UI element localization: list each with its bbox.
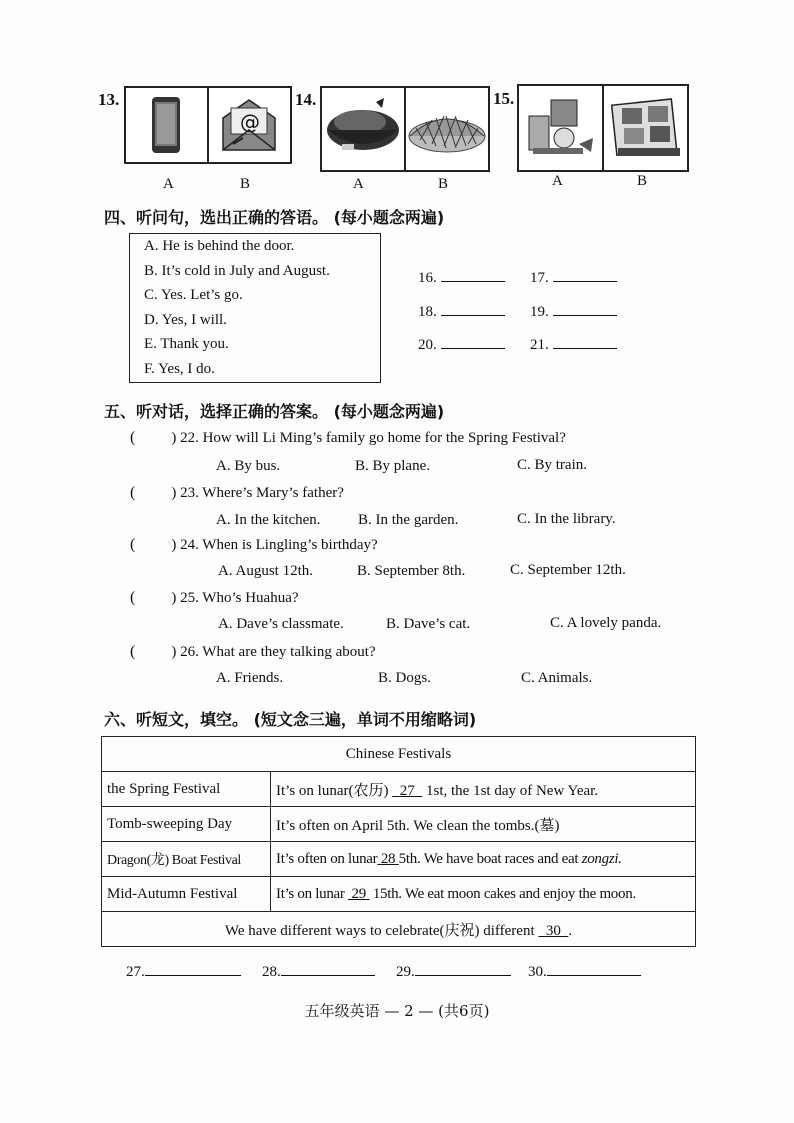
option-label-14a: A (353, 176, 364, 192)
question-24: ( ) 24. When is Lingling’s birthday? (130, 536, 378, 553)
picture-pair-13 (124, 86, 292, 164)
answer-blank-28[interactable]: 28. (262, 964, 375, 981)
section-6-title: 六、听短文，填空。 (短文念三遍，单词不用缩略词) (104, 710, 477, 729)
option-a: A. He is behind the door. (144, 238, 295, 254)
option-c: C. Yes. Let’s go. (144, 287, 243, 303)
q25-option-c: C. A lovely panda. (550, 615, 662, 631)
picture-pair-14 (320, 86, 490, 172)
section-5-title: 五、听对话，选择正确的答案。 (每小题念两遍) (104, 402, 445, 421)
option-f: F. Yes, I do. (144, 360, 215, 377)
blank-28[interactable]: 28 (380, 850, 396, 867)
question-26: ( ) 26. What are they talking about? (130, 643, 376, 660)
table-row (102, 877, 696, 912)
q22-option-c: C. By train. (517, 457, 587, 473)
answer-blank-17[interactable]: 17. (530, 270, 617, 287)
q25-option-a: A. Dave’s classmate. (218, 616, 344, 632)
q23-option-a: A. In the kitchen. (216, 512, 321, 528)
q25-option-b: B. Dave’s cat. (386, 616, 471, 632)
question-number-13: 13. (98, 90, 120, 109)
option-label-13b: B (240, 176, 251, 192)
table-row (102, 842, 696, 877)
answer-paren[interactable]: ( (130, 643, 136, 660)
festival-desc: It’s on lunar 29 15th. We eat moon cakes and enjoy the moon. (271, 877, 696, 912)
section-4-options-box (129, 233, 381, 383)
festival-name: Dragon(龙) Boat Festival (102, 842, 271, 877)
answer-paren[interactable]: ( (130, 536, 136, 553)
q23-option-b: B. In the garden. (358, 512, 459, 528)
festival-desc: It’s often on lunar 28 5th. We have boat races and eat zongzi. (271, 842, 696, 877)
q26-option-c: C. Animals. (521, 670, 593, 686)
answer-blank-19[interactable]: 19. (530, 304, 617, 321)
table-row (102, 807, 696, 842)
bowl-image (322, 88, 404, 170)
festival-name: Mid-Autumn Festival (102, 877, 271, 912)
q22-option-b: B. By plane. (355, 458, 430, 474)
answer-blank-20[interactable]: 20. (418, 337, 505, 354)
answer-blank-18[interactable]: 18. (418, 304, 505, 321)
festival-desc: It’s on lunar(农历) 27 1st, the 1st day of New Year. (271, 772, 696, 807)
table-title-row (102, 737, 696, 772)
page-footer: 五年级英语 — 2 — (共6页) (304, 1002, 490, 1020)
option-label-15a: A (552, 173, 563, 189)
option-label-15b: B (637, 173, 648, 189)
section-4-title: 四、听问句，选出正确的答语。 (每小题念两遍) (104, 208, 445, 227)
email-envelope-image (207, 88, 290, 162)
answer-blank-30[interactable]: 30. (528, 964, 641, 981)
q24-option-b: B. September 8th. (357, 563, 466, 579)
table-summary: We have different ways to celebrate(庆祝) different 30 . (102, 912, 696, 947)
q24-option-a: A. August 12th. (218, 563, 314, 579)
answer-paren[interactable]: ( (130, 484, 136, 501)
festival-name: the Spring Festival (102, 772, 271, 807)
blank-27[interactable]: 27 (399, 782, 415, 799)
festival-desc: It’s often on April 5th. We clean the tombs.(墓) (271, 807, 696, 842)
answer-blank-16[interactable]: 16. (418, 270, 505, 287)
q22-option-a: A. By bus. (216, 458, 281, 474)
toys-image (519, 86, 602, 170)
answer-blank-27[interactable]: 27. (126, 964, 241, 981)
birds-nest-stadium-image (404, 88, 488, 170)
photos-album-image (602, 86, 687, 170)
q26-option-b: B. Dogs. (378, 670, 431, 686)
answer-blank-21[interactable]: 21. (530, 337, 617, 354)
q23-option-c: C. In the library. (517, 511, 616, 527)
option-e: E. Thank you. (144, 336, 229, 352)
question-25: ( ) 25. Who’s Huahua? (130, 589, 299, 606)
question-number-14: 14. (295, 90, 317, 109)
svg-text:@: @ (240, 110, 260, 134)
option-b: B. It’s cold in July and August. (144, 262, 330, 279)
festivals-table (101, 736, 696, 947)
festival-name: Tomb-sweeping Day (102, 807, 271, 842)
table-title: Chinese Festivals (102, 737, 696, 772)
option-d: D. Yes, I will. (144, 311, 227, 328)
answer-blank-29[interactable]: 29. (396, 964, 511, 981)
answer-paren[interactable]: ( (130, 429, 136, 446)
picture-pair-15 (517, 84, 689, 172)
table-row (102, 772, 696, 807)
q26-option-a: A. Friends. (216, 670, 284, 686)
blank-30[interactable]: 30 (545, 922, 561, 939)
option-label-14b: B (438, 176, 449, 192)
table-bottom-row (102, 912, 696, 947)
question-number-15: 15. (493, 89, 515, 108)
blank-29[interactable]: 29 (351, 885, 366, 902)
phone-image (126, 88, 207, 162)
question-22: ( ) 22. How will Li Ming’s family go home for the Spring Festival? (130, 429, 566, 446)
answer-paren[interactable]: ( (130, 589, 136, 606)
option-label-13a: A (163, 176, 174, 192)
question-23: ( ) 23. Where’s Mary’s father? (130, 484, 344, 501)
q24-option-c: C. September 12th. (510, 562, 626, 578)
